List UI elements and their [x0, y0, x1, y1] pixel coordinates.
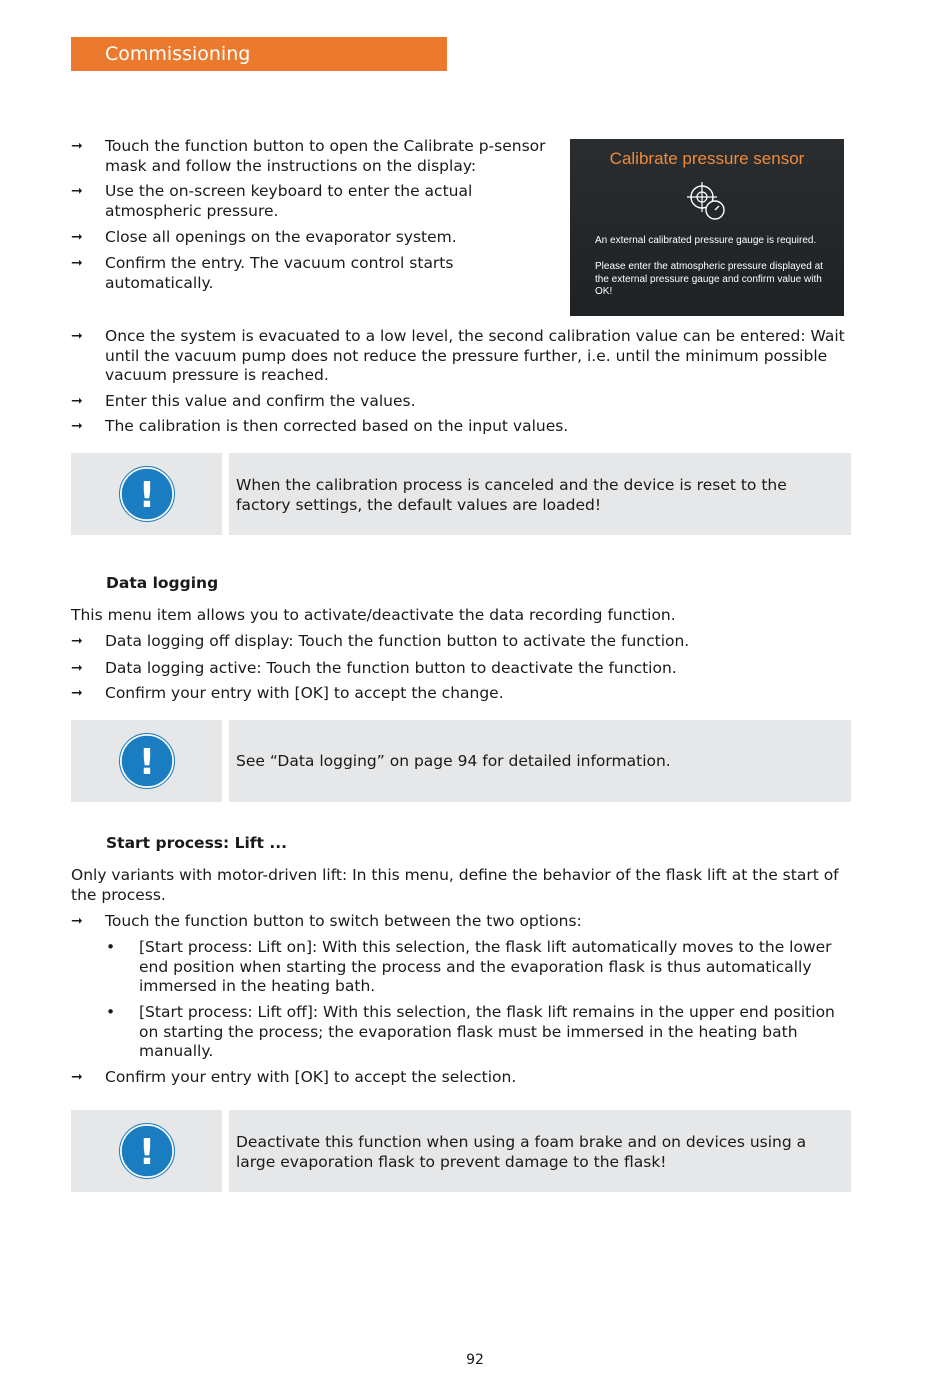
- section-heading-start-process: Start process: Lift ...: [106, 834, 288, 852]
- calibrate-screen-image: [570, 139, 844, 316]
- svg-text:!: !: [138, 1132, 156, 1173]
- section-title: Commissioning: [105, 43, 251, 65]
- step-text: Touch the function button to open the Calibrate p-sensor mask and follow the instructions on the display:: [105, 137, 546, 175]
- option-text: [Start process: Lift off]: With this selection, the flask lift remains in the upper end position on starting the process; the evaporation flask must be immersed in the heating bath manually.: [139, 1003, 835, 1060]
- paragraph-intro: Only variants with motor-driven lift: In this menu, define the behavior of the flask lift at the start of the process.: [71, 866, 839, 904]
- arrow-icon: ➞: [71, 913, 83, 929]
- arrow-icon: ➞: [71, 418, 83, 434]
- step-text: Once the system is evacuated to a low level, the second calibration value can be entered: Wait until the vacuum pump does not reduce the pressure further, i.e. until the minimum possible vacuum pressure is reached.: [105, 327, 845, 384]
- step-text: Close all openings on the evaporator system.: [105, 228, 457, 246]
- exclamation-icon: [119, 733, 175, 789]
- screen-instruction-text: Please enter the atmospheric pressure displayed at the external pressure gauge and confirm value with OK!: [595, 261, 823, 297]
- option-text: [Start process: Lift on]: With this selection, the flask lift automatically moves to the lower end position when starting the process and the evaporation flask is thus automatically immersed in the heating bath.: [139, 938, 832, 995]
- arrow-icon: ➞: [71, 229, 83, 245]
- arrow-icon: ➞: [71, 183, 83, 199]
- note-text-box: [229, 453, 851, 535]
- step-text: Confirm your entry with [OK] to accept the selection.: [105, 1068, 517, 1086]
- step-text: Confirm the entry. The vacuum control starts automatically.: [105, 254, 454, 292]
- step-text: Confirm your entry with [OK] to accept the change.: [105, 684, 504, 702]
- step-text: The calibration is then corrected based on the input values.: [105, 417, 569, 435]
- section-heading-data-logging: Data logging: [106, 574, 219, 592]
- exclamation-icon: [119, 1123, 175, 1179]
- bullet-icon: •: [106, 1003, 116, 1021]
- note-text: When the calibration process is canceled and the device is reset to the factory settings, the default values are loaded!: [236, 476, 787, 514]
- step-text: Enter this value and confirm the values.: [105, 392, 416, 410]
- step-text: Touch the function button to switch between the two options:: [105, 912, 582, 930]
- paragraph-intro: This menu item allows you to activate/deactivate the data recording function.: [71, 606, 676, 624]
- note-text: Deactivate this function when using a foam brake and on devices using a large evaporation flask to prevent damage to the flask!: [236, 1133, 807, 1171]
- page-number: 92: [466, 1352, 484, 1368]
- exclamation-icon: [119, 466, 175, 522]
- step-text: Data logging off display: Touch the function button to activate the function.: [105, 632, 690, 650]
- arrow-icon: ➞: [71, 685, 83, 701]
- note-text-box: [229, 720, 851, 802]
- note-text: See “Data logging” on page 94 for detailed information.: [236, 752, 671, 770]
- bullet-icon: •: [106, 938, 116, 956]
- svg-text:!: !: [138, 475, 156, 516]
- arrow-icon: ➞: [71, 1069, 83, 1085]
- note-icon-box: [71, 1110, 222, 1192]
- step-text: Use the on-screen keyboard to enter the actual atmospheric pressure.: [105, 182, 473, 220]
- arrow-icon: ➞: [71, 255, 83, 271]
- gauge-crosshair-icon: [684, 179, 728, 223]
- step-text: Data logging active: Touch the function button to deactivate the function.: [105, 659, 677, 677]
- screen-info-text: An external calibrated pressure gauge is required.: [595, 235, 817, 246]
- arrow-icon: ➞: [71, 393, 83, 409]
- note-icon-box: [71, 720, 222, 802]
- arrow-icon: ➞: [71, 660, 83, 676]
- arrow-icon: ➞: [71, 328, 83, 344]
- arrow-icon: ➞: [71, 633, 83, 649]
- note-text-box: [229, 1110, 851, 1192]
- section-banner: [71, 37, 447, 71]
- note-icon-box: [71, 453, 222, 535]
- screen-title: Calibrate pressure sensor: [609, 149, 805, 168]
- svg-text:!: !: [138, 742, 156, 783]
- arrow-icon: ➞: [71, 138, 83, 154]
